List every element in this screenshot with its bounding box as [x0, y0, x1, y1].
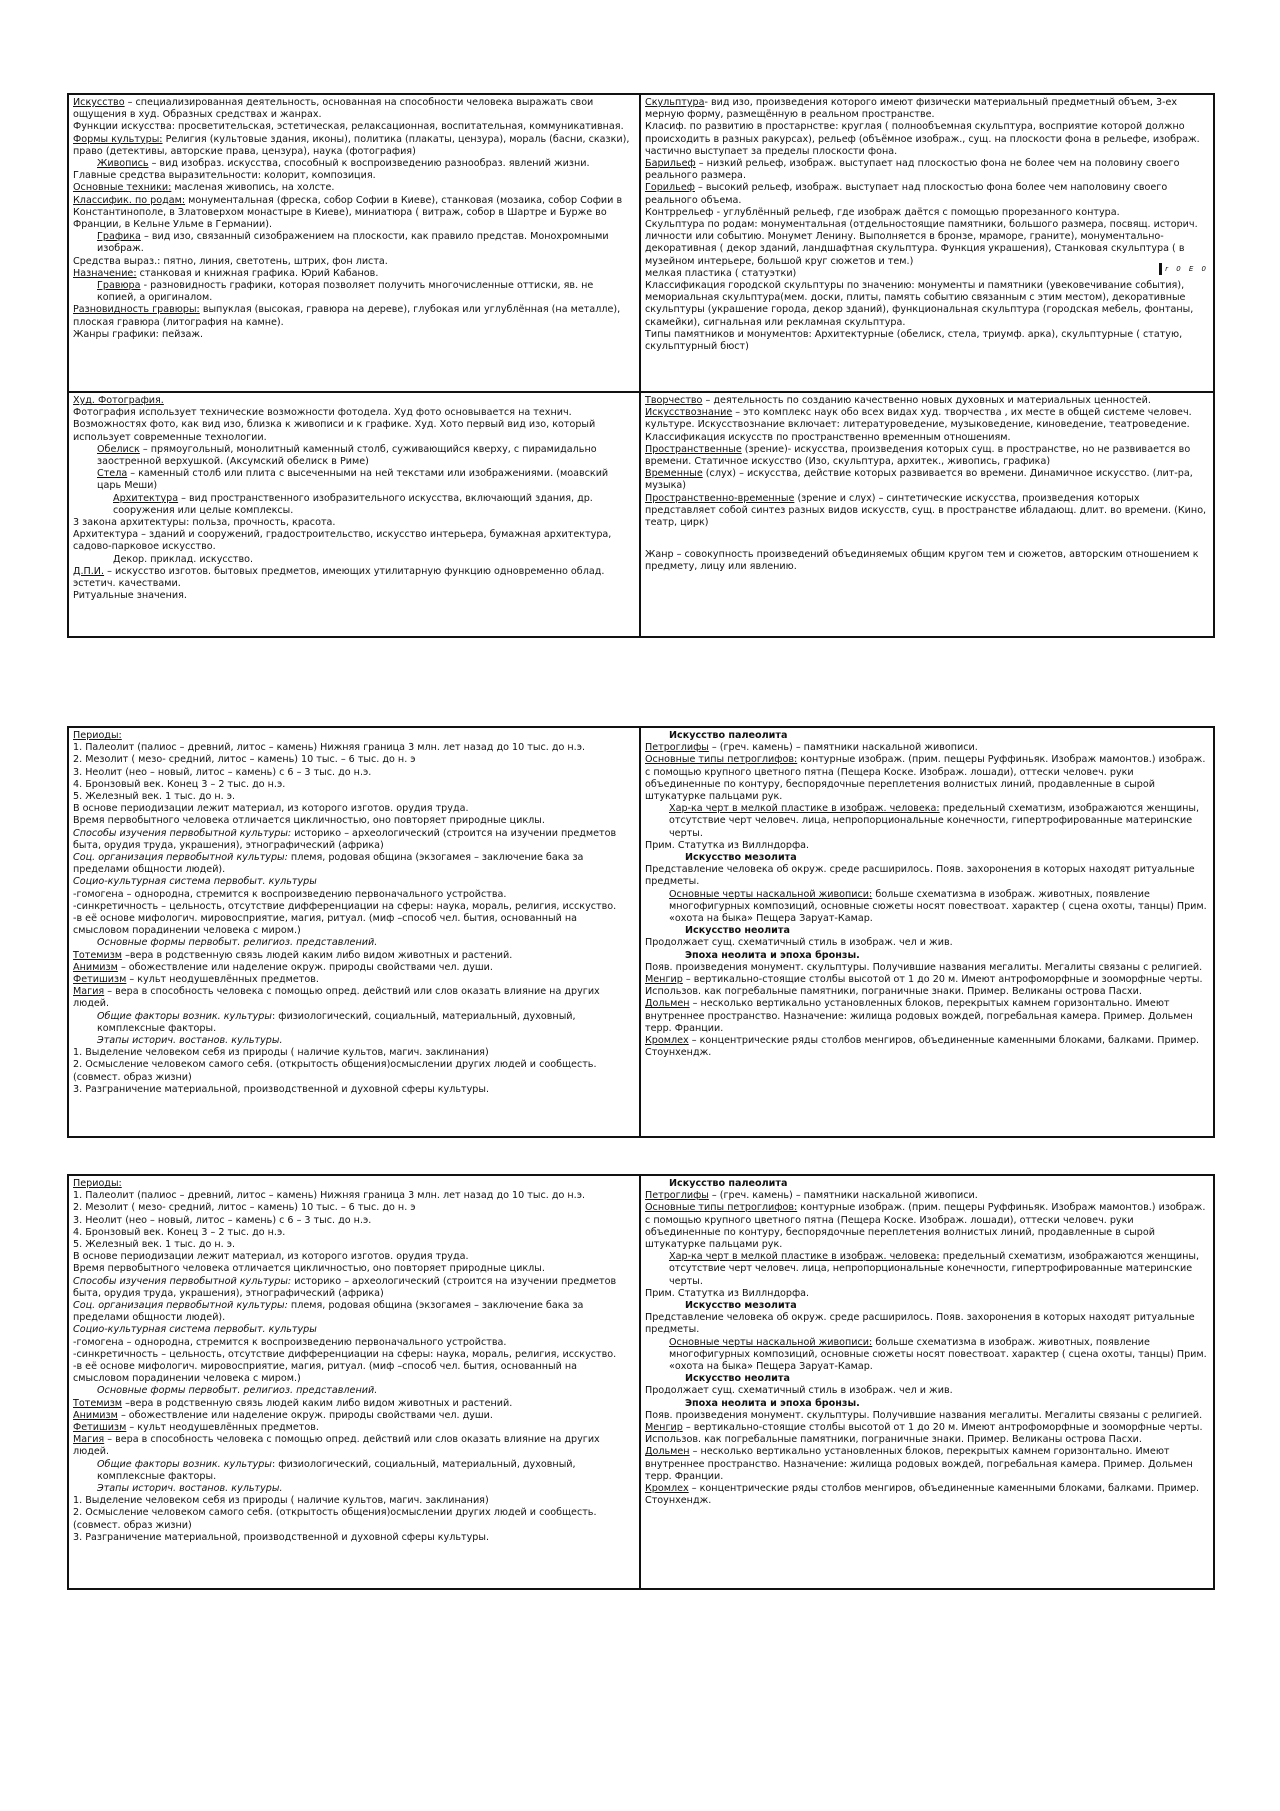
paragraph — [73, 395, 635, 407]
text: монументальная (фреска, собор Софии в Киеве), станковая (мозаика, собор Софии в Константинополе, в Златоверхом монастыре в Киеве), миниатюра ( витраж, собор в Шартре и Бурже во Франции, в Кельне Ульме в Германии). — [73, 194, 623, 231]
text: Представление человека об окруж. среде расширилось. Появ. захоронения в которых находят ритуальные предметы. — [645, 1312, 1195, 1336]
text: масленая живопись, на холсте. — [171, 182, 335, 194]
paragraph — [73, 974, 635, 986]
text: – (греч. камень) – памятники наскальной живописи. — [708, 1190, 978, 1202]
paragraph — [73, 1190, 635, 1202]
paragraph — [73, 962, 635, 974]
text: – вертикально-стоящие столбы высотой от 1 до 20 м. Имеют антрофоморфные и зооморфные черты. Использов. как погребальные памятники, пограничные знаки. Пример. Великаны острова Пасхи. — [645, 1422, 1203, 1446]
text: 3. Неолит (нео – новый, литос – камень) с 6 – 3 тыс. до н.э. — [73, 1214, 372, 1226]
text: выпуклая (высокая, гравюра на дереве), глубокая или углублённая (на металле), плоская гравюра (литография на камне). — [73, 304, 621, 328]
text: Главные средства выразительности: колорит, композиция. — [73, 170, 376, 182]
term: Гравюра — [97, 280, 141, 292]
text: историко – археологический (строится на изучении предметов быта, орудия труда, украшения), этнографический (африка) — [73, 827, 617, 851]
paragraph — [645, 395, 1209, 407]
text: – каменный столб или плита с высеченными на ней текстами или изображениями. (моавский царь Меши) — [97, 468, 609, 492]
term: Обелиск — [97, 443, 140, 455]
text: – вид изобраз. искусства, способный к воспроизведению разнообраз. явлений жизни. — [148, 158, 590, 170]
text: Появ. произведения монумент. скульптуры. Получившие названия мегалиты. Мегалиты связаны с религией. — [645, 961, 1203, 973]
term: Пространственно-временные — [645, 492, 795, 504]
paragraph — [645, 1385, 1209, 1397]
text: Продолжает сущ. схематичный стиль в изображ. чел и жив. — [645, 1385, 953, 1397]
text: 1. Выделение человеком себя из природы ( наличие культов, магич. заклинания) — [73, 1495, 489, 1507]
text: Прим. Статутка из Виллндорфа. — [645, 839, 810, 851]
paragraph — [645, 529, 1209, 549]
paragraph — [73, 1263, 635, 1275]
paragraph — [645, 1190, 1209, 1202]
paragraph — [645, 803, 1209, 840]
term: Кромлех — [645, 1035, 689, 1047]
paragraph — [73, 1410, 635, 1422]
term: Основные типы петроглифов: — [645, 1202, 798, 1214]
term: Основные типы петроглифов: — [645, 754, 798, 766]
paragraph — [645, 280, 1209, 329]
text: Представление человека об окруж. среде расширилось. Появ. захоронения в которых находят ритуальные предметы. — [645, 864, 1195, 888]
term: Основные формы первобыт. религиоз. представлений. — [97, 937, 378, 949]
text: 2. Осмысление человеком самого себя. (открытость общения)осмыслении других людей и сообщесть. (совмест. образ жизни) — [73, 1507, 597, 1531]
text: – (греч. камень) – памятники наскальной живописи. — [708, 742, 978, 754]
term: Хар-ка черт в мелкой пластике в изображ. человека: — [669, 1251, 940, 1263]
text: –вера в родственную связь людей каким либо видом животных и растений. — [122, 1397, 513, 1409]
term: Искусство палеолита — [669, 1178, 788, 1189]
text: станковая и книжная графика. Юрий Кабанов. — [136, 267, 379, 279]
paragraph — [73, 1398, 635, 1410]
paragraph — [645, 207, 1209, 219]
term: Кромлех — [645, 1483, 689, 1495]
paragraph — [645, 889, 1209, 926]
paragraph — [645, 444, 1209, 468]
paragraph — [73, 554, 635, 566]
paragraph — [73, 986, 635, 1010]
paragraph — [73, 1202, 635, 1214]
text: В основе периодизации лежит материал, из которого изготов. орудия труда. — [73, 1251, 469, 1263]
paragraph — [73, 407, 635, 444]
term: Анимизм — [73, 1409, 118, 1421]
paragraph — [645, 1312, 1209, 1336]
paragraph — [73, 329, 635, 341]
paragraph — [645, 268, 1209, 280]
text: 1. Выделение человеком себя из природы ( наличие культов, магич. заклинания) — [73, 1047, 489, 1059]
term: Способы изучения первобытной культуры: — [73, 1275, 292, 1287]
paragraph — [73, 1215, 635, 1227]
paragraph — [645, 1483, 1209, 1507]
paragraph — [73, 493, 635, 517]
term: Горильеф — [645, 182, 695, 194]
paragraph — [73, 1276, 635, 1300]
paragraph — [645, 1202, 1209, 1251]
text: -синкретичность – цельность, отсутствие дифференциации на сферы: наука, мораль, религия, исскуство. — [73, 900, 617, 912]
paragraph — [73, 791, 635, 803]
text: (зрение и слух) – синтетические искусства, произведения которых представляет собой синтез разных видов искусств, сущ. в пространстве ибладающ. длит. во времени. (Кино, театр, цирк) — [645, 492, 1207, 529]
text: – несколько вертикально установленных блоков, перекрытых камнем горизонтально. Имеют внутреннее пространство. Назначение: жилища родовых вождей, погребальная камера. Пример. Дольмен терр. Франции. — [645, 1446, 1193, 1482]
paragraph — [645, 998, 1209, 1035]
paragraph — [645, 97, 1209, 121]
text: Декор. приклад. искусство. — [113, 553, 254, 565]
term: Анимизм — [73, 961, 118, 973]
paragraph — [645, 1300, 1209, 1312]
term: Пространственные — [645, 443, 742, 455]
text: 2. Мезолит ( мезо- средний, литос – камень) 10 тыс. – 6 тыс. до н. э — [73, 1202, 416, 1214]
cell-art-classification — [641, 393, 1213, 636]
sheet-primitive-culture-1 — [67, 726, 1215, 1138]
term: Тотемизм — [73, 949, 123, 961]
cell-art-painting-graphics — [69, 95, 641, 393]
text: Фотография использует технические возможности фотодела. Худ фото основывается на технич. Возможностях фото, как вид изо, близка к живописи и к графике. Худ. Хото первый вид изо, который использует современные технологии. — [73, 407, 596, 443]
paragraph — [73, 1324, 635, 1336]
paragraph — [73, 754, 635, 766]
term: Хар-ка черт в мелкой пластике в изображ. человека: — [669, 803, 940, 815]
text: Функции искусства: просветительская, эстетическая, релаксационная, воспитательная, коммуникативная. — [73, 121, 624, 133]
paragraph — [645, 1035, 1209, 1059]
term: Этапы историч. востанов. культуры. — [97, 1035, 283, 1047]
text: Типы памятников и монументов: Архитектурные (обелиск, стела, триумф. арка), скульптурные ( статую, скульптурный бюст) — [645, 328, 1183, 353]
paragraph — [645, 182, 1209, 206]
paragraph — [73, 121, 635, 133]
paragraph — [73, 901, 635, 913]
text: 3 закона архитектуры: польза, прочность, красота. — [73, 517, 336, 529]
text: Средства выраз.: пятно, линия, светотень, штрих, фон листа. — [73, 255, 388, 267]
paragraph — [73, 1227, 635, 1239]
term: Менгир — [645, 974, 683, 986]
paragraph — [73, 566, 635, 590]
paragraph — [73, 767, 635, 779]
term: Основные формы первобыт. религиоз. представлений. — [97, 1385, 378, 1397]
paragraph — [73, 852, 635, 876]
term: Основные черты наскальной живописи: — [669, 888, 873, 900]
cell-primitive-art — [641, 728, 1213, 1136]
term: Фетишизм — [73, 974, 127, 986]
paragraph — [645, 219, 1209, 268]
paragraph — [73, 1434, 635, 1458]
text: –вера в родственную связь людей каким либо видом животных и растений. — [122, 949, 513, 961]
term: Архитектура — [113, 492, 179, 504]
term: Петроглифы — [645, 1190, 709, 1202]
text: -в её основе мифологич. мировосприятие, магия, ритуал. (миф –способ чел. бытия, основанный на смысловом порадинении человека с миром.) — [73, 913, 578, 937]
text: больше схематизма в изображ. животных, появление многофигурных композиций, основные сюжеты носят повествоат. характер ( сцена охоты, танцы) Прим. «охота на быка» Пещера Заруат-Камар. — [669, 888, 1207, 925]
sheet-primitive-culture-2 — [67, 1174, 1215, 1590]
term: Эпоха неолита и эпоха бронзы. — [685, 949, 860, 961]
paragraph — [73, 529, 635, 553]
text: – деятельность по созданию качественно новых духовных и материальных ценностей. — [702, 395, 1151, 406]
term: Социо-культурная система первобыт. культуры — [73, 876, 317, 888]
paragraph — [645, 1422, 1209, 1446]
paragraph — [73, 1084, 635, 1096]
paragraph — [73, 1385, 635, 1397]
term: Социо-культурная система первобыт. культуры — [73, 1324, 317, 1336]
text: контурные изображ. (прим. пещеры Руффиньяк. Изображ мамонтов.) изображ. с помощью крупного цветного пятна (Пещера Коске. Изображ. лошади), оттески человеч. руки объединенные по контуру, беспорядочные переплетения волнистых линий, продавленные в сырой штукатурке пальцами рук. — [645, 754, 1206, 803]
term: Искусство — [73, 97, 125, 108]
term: Общие факторы возник. культуры — [97, 1010, 272, 1022]
term: Формы культуры: — [73, 133, 163, 145]
paragraph — [73, 1035, 635, 1047]
term: Искусствознание — [645, 407, 733, 419]
text: Классификация искусств по пространственно временным отношениям. — [645, 431, 1011, 443]
paragraph — [645, 407, 1209, 431]
paragraph — [645, 121, 1209, 158]
term: Классифик. по родам: — [73, 194, 186, 206]
text: (зрение)- искусства, произведения которых сущ. в пространстве, но не развивается во времени. Статичное искусство (Изо, скульптура, архитек., живопись, графика) — [645, 443, 1191, 468]
cell-photo-architecture — [69, 393, 641, 636]
paragraph — [73, 1483, 635, 1495]
text: 5. Железный век. 1 тыс. до н. э. — [73, 1239, 236, 1251]
text: 3. Неолит (нео – новый, литос – камень) с 6 – 3 тыс. до н.э. — [73, 766, 372, 778]
text: Жанры графики: пейзаж. — [73, 328, 204, 340]
term: Эпоха неолита и эпоха бронзы. — [685, 1397, 860, 1409]
text: мелкая пластика ( статуэтки) — [645, 267, 797, 279]
term: Тотемизм — [73, 1397, 123, 1409]
paragraph — [73, 158, 635, 170]
term: Искусство палеолита — [669, 730, 788, 741]
term: Живопись — [97, 158, 149, 170]
term: Искусство мезолита — [685, 852, 797, 864]
text: – вид пространственного изобразительного искусства, включающий здания, др. сооружения или целые комплексы. — [113, 492, 593, 516]
text: : физиологический, социальный, материальный, духовный, комплексные факторы. — [97, 1458, 576, 1482]
text: -синкретичность – цельность, отсутствие дифференциации на сферы: наука, мораль, религия, исскуство. — [73, 1348, 617, 1360]
term: Худ. Фотография. — [73, 395, 164, 406]
paragraph — [73, 1361, 635, 1385]
text: – вера в способность человека с помощью опред. действий или слов оказать влияние на других людей. — [73, 1434, 600, 1458]
text: В основе периодизации лежит материал, из которого изготов. орудия труда. — [73, 803, 469, 815]
paragraph — [645, 493, 1209, 530]
paragraph — [73, 1349, 635, 1361]
cell-sculpture — [641, 95, 1213, 393]
text: – специализированная деятельность, основанная на способности человека выражать свои ощущения в худ. Образных средствах и жанрах. — [73, 97, 594, 121]
paragraph — [73, 950, 635, 962]
paragraph — [73, 1507, 635, 1531]
term: Общие факторы возник. культуры — [97, 1458, 272, 1470]
paragraph — [645, 1251, 1209, 1288]
paragraph — [645, 158, 1209, 182]
paragraph — [645, 864, 1209, 888]
text: 2. Мезолит ( мезо- средний, литос – камень) 10 тыс. – 6 тыс. до н. э — [73, 754, 416, 766]
text: – это комплекс наук обо всех видах худ. творчества , их месте в общей системе человеч. культуре. Искусствознание включает: литературоведение, музыковедение, киноведение, театроведение. — [645, 407, 1192, 431]
text: Ритуальные значения. — [73, 590, 187, 602]
text: больше схематизма в изображ. животных, появление многофигурных композиций, основные сюжеты носят повествоат. характер ( сцена охоты, танцы) Прим. «охота на быка» Пещера Заруат-Камар. — [669, 1336, 1207, 1373]
term: Стела — [97, 468, 128, 480]
text: племя, родовая община (экзогамея – заключение бака за пределами общности людей). — [73, 1300, 584, 1324]
term: Дольмен — [645, 998, 690, 1010]
paragraph — [645, 950, 1209, 962]
text: предельный схематизм, изображаются женщины, отсутствие черт человеч. лица, непропорциональные конечности, гипертрофированные материнские черты. — [669, 803, 1200, 839]
term: Д.П.И. — [73, 565, 105, 577]
paragraph — [73, 97, 635, 121]
term: Магия — [73, 986, 105, 998]
text: – низкий рельеф, изображ. выступает над плоскостью фона не более чем на половину своего реального размера. — [645, 158, 1180, 182]
paragraph — [73, 1337, 635, 1349]
paragraph — [645, 432, 1209, 444]
text: 1. Палеолит (палиос – древний, литос – камень) Нижняя граница 3 млн. лет назад до 10 тыс. до н.э. — [73, 742, 586, 754]
text: – вера в способность человека с помощью опред. действий или слов оказать влияние на других людей. — [73, 986, 600, 1010]
cell-primitive-art-copy — [641, 1176, 1213, 1588]
term: Дольмен — [645, 1446, 690, 1458]
paragraph — [73, 937, 635, 949]
paragraph — [73, 468, 635, 492]
text: - вид изо, произведения которого имеют физически материальный предметный объем, 3-ех мерную форму, размещённую в реальном пространстве. — [645, 97, 1178, 121]
paragraph — [645, 742, 1209, 754]
paragraph — [73, 742, 635, 754]
cell-periods-copy — [69, 1176, 641, 1588]
paragraph — [645, 937, 1209, 949]
paragraph — [73, 1178, 635, 1190]
term: Искусство неолита — [685, 1373, 790, 1385]
text: Прим. Статутка из Виллндорфа. — [645, 1287, 810, 1299]
term: Менгир — [645, 1422, 683, 1434]
term: Способы изучения первобытной культуры: — [73, 827, 292, 839]
paragraph — [645, 549, 1209, 573]
text: предельный схематизм, изображаются женщины, отсутствие черт человеч. лица, непропорциональные конечности, гипертрофированные материнские черты. — [669, 1251, 1200, 1287]
text: 3. Разграничение материальной, производственной и духовной сферы культуры. — [73, 1531, 489, 1543]
text: – концентрические ряды столбов менгиров, объединенные каменными блоками, балками. Пример. Стоунхендж. — [645, 1483, 1200, 1507]
paragraph — [73, 1532, 635, 1544]
paragraph — [73, 1011, 635, 1035]
text: 2. Осмысление человеком самого себя. (открытость общения)осмыслении других людей и сообщесть. (совмест. образ жизни) — [73, 1059, 597, 1083]
text: : физиологический, социальный, материальный, духовный, комплексные факторы. — [97, 1010, 576, 1034]
paragraph — [73, 444, 635, 468]
text: -в её основе мифологич. мировосприятие, магия, ритуал. (миф –способ чел. бытия, основанный на смысловом порадинении человека с миром.) — [73, 1361, 578, 1385]
paragraph — [73, 590, 635, 602]
text: Контррельеф - углублённый рельеф, где изображ даётся с помощью прорезанного контура. — [645, 206, 1120, 218]
paragraph — [73, 1495, 635, 1507]
text: Время первобытного человека отличается цикличностью, оно повторяет природные циклы. — [73, 815, 545, 827]
text: – концентрические ряды столбов менгиров, объединенные каменными блоками, балками. Пример. Стоунхендж. — [645, 1035, 1200, 1059]
text: (слух) – искусства, действие которых развивается во времени. Динамичное искусство. (лит-ра, музыка) — [645, 468, 1193, 492]
paragraph — [73, 517, 635, 529]
paragraph — [73, 1251, 635, 1263]
text: 1. Палеолит (палиос – древний, литос – камень) Нижняя граница 3 млн. лет назад до 10 тыс. до н.э. — [73, 1190, 586, 1202]
paragraph — [73, 134, 635, 158]
paragraph — [73, 268, 635, 280]
paragraph — [73, 889, 635, 901]
text: -гомогена – однородна, стремится к воспроизведению первоначального устройства. — [73, 888, 507, 900]
text: 4. Бронзовый век. Конец 3 – 2 тыс. до н.э. — [73, 1226, 286, 1238]
paragraph — [645, 852, 1209, 864]
paragraph — [645, 468, 1209, 492]
text: – прямоугольный, монолитный каменный столб, суживающийся кверху, с пирамидально заостренной верхушкой. (Аксумский обелиск в Риме) — [97, 443, 597, 468]
term: Петроглифы — [645, 742, 709, 754]
text: 3. Разграничение материальной, производственной и духовной сферы культуры. — [73, 1083, 489, 1095]
paragraph — [73, 876, 635, 888]
text: Появ. произведения монумент. скульптуры. Получившие названия мегалиты. Мегалиты связаны с религией. — [645, 1409, 1203, 1421]
term: Разновидность гравюры: — [73, 304, 200, 316]
text: историко – археологический (строится на изучении предметов быта, орудия труда, украшения), этнографический (африка) — [73, 1275, 617, 1299]
text: Класиф. по развитию в простарнстве: круглая ( полнообъемная скульптура, восприятие которой должно происходить в разных ракурсах), рельеф (объёмное изображ., сущ. на плоскости фона в рельефе, изображ. частично выступает за пределы плоскости фона. — [645, 121, 1200, 157]
text: – культ неодушевлённых предметов. — [126, 1422, 319, 1434]
paragraph — [73, 815, 635, 827]
paragraph — [645, 754, 1209, 803]
term: Фетишизм — [73, 1422, 127, 1434]
text: -гомогена – однородна, стремится к воспроизведению первоначального устройства. — [73, 1336, 507, 1348]
text: Архитектура – зданий и сооружений, градостроительство, искусство интерьера, бумажная архитектура, садово-парковое искусство. — [73, 529, 612, 553]
paragraph — [73, 1300, 635, 1324]
text: племя, родовая община (экзогамея – заключение бака за пределами общности людей). — [73, 852, 584, 876]
paragraph — [73, 1059, 635, 1083]
scan-artifact: r 0 E 0 — [1159, 263, 1209, 275]
paragraph — [73, 280, 635, 304]
term: Искусство мезолита — [685, 1300, 797, 1312]
term: Соц. организация первобытной культуры: — [73, 1300, 288, 1312]
term: Творчество — [645, 395, 703, 406]
text: 4. Бронзовый век. Конец 3 – 2 тыс. до н.э. — [73, 778, 286, 790]
term: Основные черты наскальной живописи: — [669, 1336, 873, 1348]
paragraph — [73, 256, 635, 268]
term: Скульптура — [645, 97, 705, 108]
paragraph — [73, 1239, 635, 1251]
term: Искусство неолита — [685, 925, 790, 937]
paragraph — [645, 840, 1209, 852]
paragraph — [73, 803, 635, 815]
paragraph — [645, 1288, 1209, 1300]
paragraph — [73, 1047, 635, 1059]
text: Скульптура по родам: монументальная (отдельностоящие памятники, большого размера, посвящ. историч. личности или событию. Монумет Ленину. Выполняется в бронзе, мраморе, граните), монументально-декоративная ( декор зданий, ландшафтная скульптура. Функция украшения), Станковая скульптура ( в музейном интерьере, большой круг сюжетов и тем.) — [645, 219, 1198, 267]
paragraph — [73, 913, 635, 937]
paragraph — [645, 1446, 1209, 1483]
text: – искусство изготов. бытовых предметов, имеющих утилитарную функцию одновременно облад. эстетич. качествами. — [73, 565, 605, 590]
paragraph — [645, 962, 1209, 974]
paragraph — [645, 974, 1209, 998]
paragraph — [645, 925, 1209, 937]
paragraph — [73, 304, 635, 328]
paragraph — [73, 231, 635, 255]
text: Продолжает сущ. схематичный стиль в изображ. чел и жив. — [645, 937, 953, 949]
paragraph — [645, 730, 1209, 742]
paragraph — [645, 1178, 1209, 1190]
paragraph — [73, 1422, 635, 1434]
paragraph — [645, 329, 1209, 353]
sheet-art-forms — [67, 93, 1215, 638]
term: Периоды: — [73, 730, 122, 741]
term: Графика — [97, 231, 141, 243]
term: Основные техники: — [73, 182, 172, 194]
text: – высокий рельеф, изображ. выступает над плоскостью фона более чем наполовину своего реального объема. — [645, 182, 1168, 206]
text: – обожествление или наделение окруж. природы свойствами чел. души. — [117, 961, 493, 973]
paragraph — [73, 195, 635, 232]
term: Магия — [73, 1434, 105, 1446]
term: Временные — [645, 468, 703, 480]
text: 5. Железный век. 1 тыс. до н. э. — [73, 791, 236, 803]
paragraph — [73, 182, 635, 194]
text: контурные изображ. (прим. пещеры Руффиньяк. Изображ мамонтов.) изображ. с помощью крупного цветного пятна (Пещера Коске. Изображ. лошади), оттески человеч. руки объединенные по контуру, беспорядочные переплетения волнистых линий, продавленные в сырой штукатурке пальцами рук. — [645, 1202, 1206, 1251]
text: Религия (культовые здания, иконы), политика (плакаты, цензура), мораль (басни, сказки), право (детективы, авторские права, цензура), наука (фотография) — [73, 133, 630, 157]
text: – вертикально-стоящие столбы высотой от 1 до 20 м. Имеют антрофоморфные и зооморфные черты. Использов. как погребальные памятники, пограничные знаки. Пример. Великаны острова Пасхи. — [645, 974, 1203, 998]
paragraph — [73, 828, 635, 852]
term: Периоды: — [73, 1178, 122, 1189]
term: Барильеф — [645, 158, 696, 170]
paragraph — [645, 1337, 1209, 1374]
paragraph — [645, 1373, 1209, 1385]
term: Соц. организация первобытной культуры: — [73, 852, 288, 864]
text: – культ неодушевлённых предметов. — [126, 974, 319, 986]
cell-periods — [69, 728, 641, 1136]
text: Время первобытного человека отличается цикличностью, оно повторяет природные циклы. — [73, 1263, 545, 1275]
text: Жанр – совокупность произведений объединяемых общим кругом тем и сюжетов, авторским отношением к предмету, лицу или явлению. — [645, 549, 1199, 573]
paragraph — [73, 779, 635, 791]
paragraph — [73, 170, 635, 182]
text: – вид изо, связанный сизображением на плоскости, как правило представ. Монохромными изображ. — [97, 231, 609, 255]
paragraph — [73, 1459, 635, 1483]
text: – несколько вертикально установленных блоков, перекрытых камнем горизонтально. Имеют внутреннее пространство. Назначение: жилища родовых вождей, погребальная камера. Пример. Дольмен терр. Франции. — [645, 998, 1193, 1034]
text: - разновидность графики, которая позволяет получить многочисленные оттиски, яв. не копией, а оригиналом. — [97, 280, 594, 304]
paragraph — [73, 730, 635, 742]
paragraph — [645, 1398, 1209, 1410]
paragraph — [645, 1410, 1209, 1422]
term: Этапы историч. востанов. культуры. — [97, 1483, 283, 1495]
term: Назначение: — [73, 267, 137, 279]
text: Классификация городской скульптуры по значению: монументы и памятники (увековечивание события), мемориальная скульптура(мем. доски, плиты, память событию связанным с этим местом), декоративные скульптуры (украшение города, декор зданий), функциональная скульптура (городская мебель, фонтаны, скамейки), сигнальная или рекламная скульптура. — [645, 280, 1194, 328]
text: – обожествление или наделение окруж. природы свойствами чел. души. — [117, 1409, 493, 1421]
